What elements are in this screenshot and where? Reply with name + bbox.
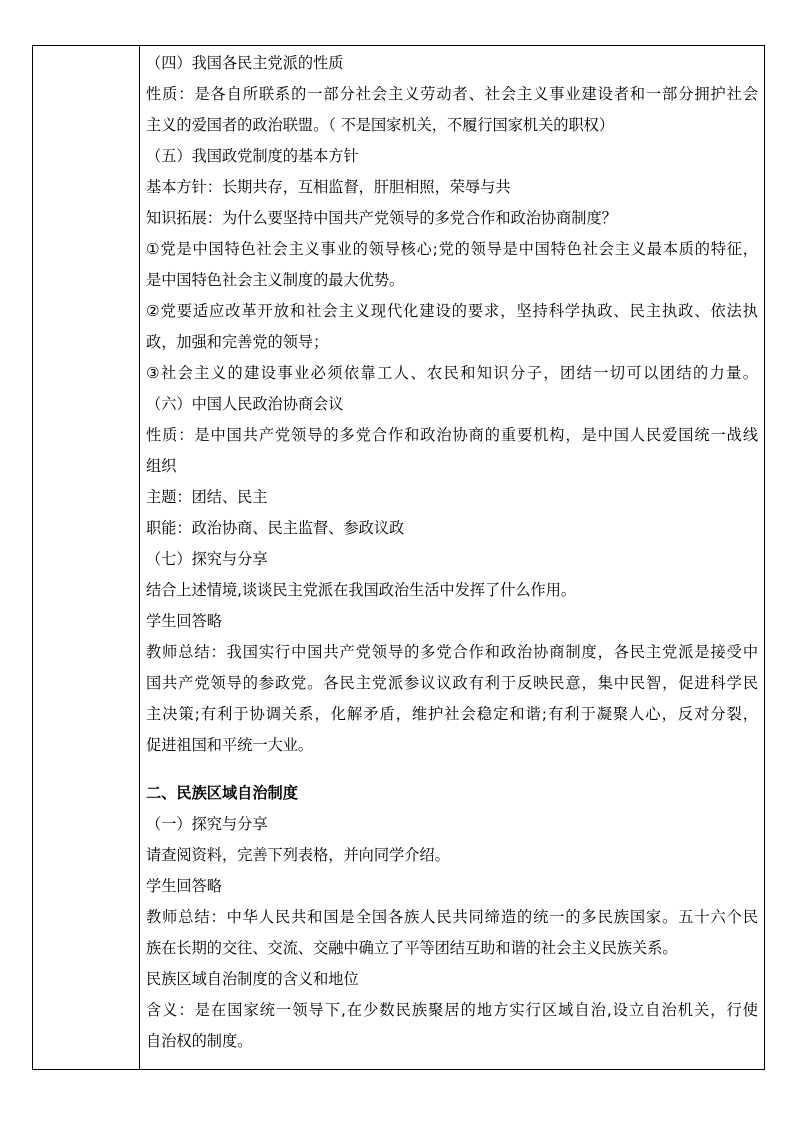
text-line: 主义的爱国者的政治联盟。（ 不是国家机关，不履行国家机关的职权） bbox=[146, 116, 615, 134]
text-line: 基本方针：长期共存，互相监督，肝胆相照，荣辱与共 bbox=[146, 178, 511, 196]
section-heading: （四）我国各民主党派的性质 bbox=[146, 54, 344, 72]
text-line: ①党是中国特色社会主义事业的领导核心;党的领导是中国特色社会主义最本质的特征， bbox=[146, 240, 758, 258]
text-line: 自治权的制度。 bbox=[146, 1032, 253, 1050]
section-heading: （五）我国政党制度的基本方针 bbox=[146, 147, 359, 165]
text-line: 教师总结：中华人民共和国是全国各族人民共同缔造的统一的多民族国家。五十六个民 bbox=[146, 908, 758, 926]
text-line: 学生回答略 bbox=[146, 877, 222, 895]
text-line: 学生回答略 bbox=[146, 612, 222, 630]
text-line: 教师总结：我国实行中国共产党领导的多党合作和政治协商制度，各民主党派是接受中 bbox=[146, 643, 758, 661]
text-line: 族在长期的交往、交流、交融中确立了平等团结互助和谐的社会主义民族关系。 bbox=[146, 939, 678, 957]
text-line: 主决策;有利于协调关系，化解矛盾，维护社会稳定和谐;有利于凝聚人心，反对分裂， bbox=[146, 705, 758, 723]
section-heading: （六）中国人民政治协商会议 bbox=[146, 395, 344, 413]
text-line: ③社会主义的建设事业必须依靠工人、农民和知识分子，团结一切可以团结的力量。 bbox=[146, 364, 758, 382]
text-line: 含义：是在国家统一领导下,在少数民族聚居的地方实行区域自治,设立自治机关，行使 bbox=[146, 1001, 758, 1019]
text-line: ②党要适应改革开放和社会主义现代化建设的要求，坚持科学执政、民主执政、依法执 bbox=[146, 302, 758, 320]
major-heading: 二、民族区域自治制度 bbox=[146, 784, 298, 802]
text-line: 性质：是各自所联系的一部分社会主义劳动者、社会主义事业建设者和一部分拥护社会 bbox=[146, 85, 758, 103]
text-line: 促进祖国和平统一大业。 bbox=[146, 736, 314, 754]
section-heading: （一）探究与分享 bbox=[146, 815, 268, 833]
section-heading: （七）探究与分享 bbox=[146, 550, 268, 568]
blank-spacer bbox=[146, 761, 758, 778]
text-line: 国共产党领导的参政党。各民主党派参议议政有利于反映民意，集中民智，促进科学民 bbox=[146, 674, 758, 692]
text-line: 结合上述情境,谈谈民主党派在我国政治生活中发挥了什么作用。 bbox=[146, 581, 577, 599]
text-line: 组织 bbox=[146, 457, 177, 475]
text-line: 民族区域自治制度的含义和地位 bbox=[146, 970, 359, 988]
content-cell bbox=[146, 48, 758, 1057]
document-table bbox=[32, 45, 765, 1070]
column-divider bbox=[139, 46, 140, 1069]
text-line: 政，加强和完善党的领导； bbox=[146, 333, 329, 351]
text-line: 性质：是中国共产党领导的多党合作和政治协商的重要机构，是中国人民爱国统一战线 bbox=[146, 426, 758, 444]
text-line: 知识拓展：为什么要坚持中国共产党领导的多党合作和政治协商制度？ bbox=[146, 209, 617, 227]
text-line: 职能：政治协商、民主监督、参政议政 bbox=[146, 519, 405, 537]
text-line: 主题：团结、民主 bbox=[146, 488, 268, 506]
text-line: 请查阅资料，完善下列表格，并向同学介绍。 bbox=[146, 846, 450, 864]
text-line: 是中国特色社会主义制度的最大优势。 bbox=[146, 271, 405, 289]
